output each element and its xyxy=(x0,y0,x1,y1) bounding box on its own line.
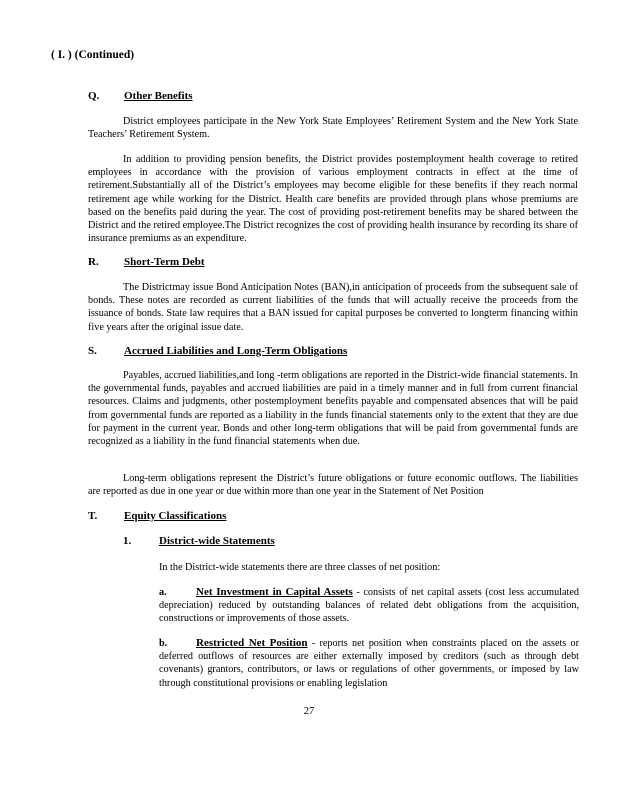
continued-heading: ( I. ) (Continued) xyxy=(51,49,135,61)
section-r-title: Short-Term Debt xyxy=(124,256,205,268)
net-investment-item xyxy=(159,586,579,626)
section-s-letter: S. xyxy=(88,345,97,357)
section-r-letter: R. xyxy=(88,256,99,268)
restricted-net-position-term: Restricted Net Position xyxy=(196,637,308,649)
section-q-paragraph-1: District employees participate in the New York State Employees’ Retirement System and the New York State Teachers’ Retirement System. xyxy=(88,116,578,141)
net-investment-label: a. xyxy=(159,587,167,598)
restricted-net-position-item xyxy=(159,637,579,690)
section-s-paragraph-1: Payables, accrued liabilities,and long -term obligations are reported in the District-wide financial statements. In the governmental funds, payables and accrued liabilities are paid in a timely manner and in full from current financial resources. Claims and judgments, other postemployment benefits payable and compensated absences that will be paid from governmental funds are reported as a liability in the funds financial statements only to the extent that they are due for payment in the current year. Bonds and other long-term obligations that will be paid from governmental funds are recognized as a liability in the fund financial statements when due. xyxy=(88,370,578,448)
page-number: 27 xyxy=(303,706,315,717)
section-q-letter: Q. xyxy=(88,90,100,102)
section-s-paragraph-2: Long-term obligations represent the District’s future obligations or future economic outflows. The liabilities are reported as due in one year or due within more than one year in the Statement of Net Position xyxy=(88,473,578,498)
section-s-title: Accrued Liabilities and Long-Term Obligations xyxy=(124,345,348,357)
section-q-title: Other Benefits xyxy=(124,90,193,102)
restricted-net-position-text: - reports net position when constraints placed on the assets or deferred outflows of resources are either externally imposed by creditors (such as through debt covenants) grantors, contributors, or laws or regulations of other governments, or imposed by law through constitutional provisions or enabling legislation xyxy=(159,638,579,689)
subsection-1-intro: In the District-wide statements there are three classes of net position: xyxy=(159,562,441,573)
net-investment-term: Net Investment in Capital Assets xyxy=(196,586,353,598)
section-r-paragraph-1: The Districtmay issue Bond Anticipation Notes (BAN),in anticipation of proceeds from the subsequent sale of bonds. These notes are recorded as current liabilities of the funds that will actually receive the proceeds from the issuance of bonds. State law requires that a BAN issued for capital purposes be converted to longterm financing within five years after the original issue date. xyxy=(88,282,578,333)
net-investment-text: - consists of net capital assets (cost less accumulated depreciation) reduced by outstanding balances of related debt obligations from the acquisition, constructions or improvements of those assets. xyxy=(159,587,579,625)
section-t-letter: T. xyxy=(88,510,98,522)
section-t-title: Equity Classifications xyxy=(124,510,227,522)
restricted-net-position-label: b. xyxy=(159,638,168,649)
subsection-1-title: District-wide Statements xyxy=(159,535,275,547)
subsection-1-number: 1. xyxy=(123,535,132,547)
section-q-paragraph-2: In addition to providing pension benefits, the District provides postemployment health coverage to retired employees in accordance with the provision of various employment contracts in effect at the time of retirement.Substantially all of the District’s employees may become eligible for these benefits if they reach normal retirement age while working for the District. Health care benefits are provided through plans whose premiums are based on the benefits paid during the year. The cost of providing post-retirement benefits may be shared between the District and the retired employee.The District recognizes the cost of providing health insurance by recording its share of insurance premiums as an expenditure. xyxy=(88,154,578,245)
